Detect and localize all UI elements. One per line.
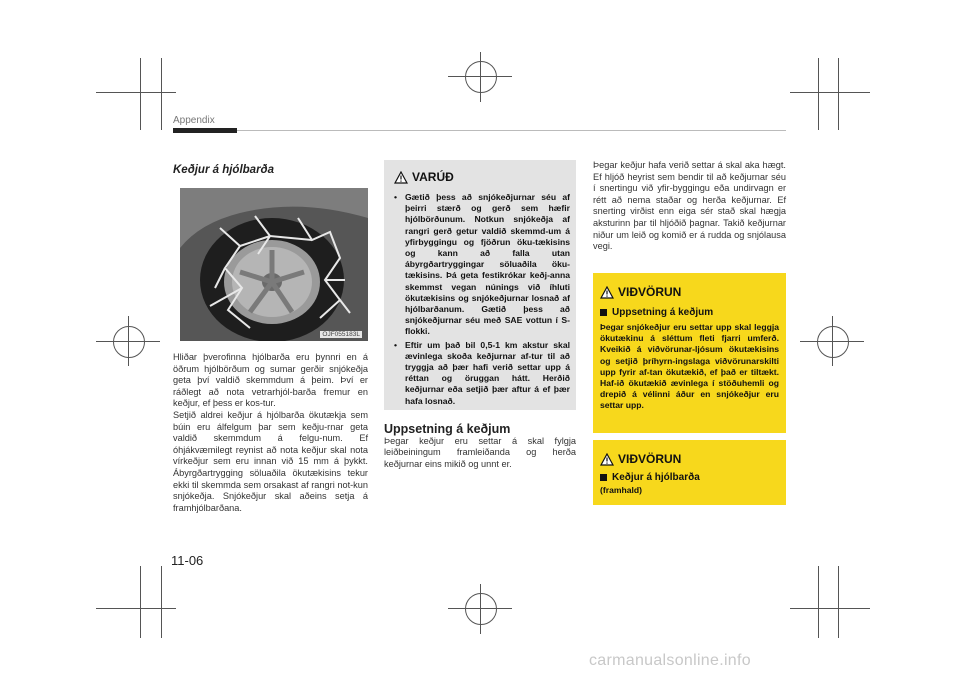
square-bullet-icon [600,309,607,316]
section-header: Appendix [173,115,215,126]
crop-mark [790,92,870,93]
watermark: carmanualsonline.info [589,652,751,669]
left-column [173,165,368,177]
crop-mark [96,608,176,609]
crop-mark [161,566,162,638]
caution-subtitle-row [600,472,779,483]
warning-box [384,160,576,410]
caution-subtitle: Keðjur á hjólbarða [612,472,700,483]
crop-mark [161,58,162,130]
warning-triangle-icon [600,286,614,299]
bullet-icon: • [394,192,398,202]
caution-title-row [600,285,779,299]
registration-circle [465,61,497,93]
tire-chain-photo [180,188,368,341]
warning-text: Gætið þess að snjókeðjurnar séu af þeirri stærð og gerð sem hæfir hjólbörðunum. Notkun snjókeðja af rangri gerð getur valdið skemmd-um á yfirbyggingu og fjöðrun öku-tækisins og kann að falla utan ábyrgðartryggingar söluaðila öku-tækisins. Þá geta festikrókar keðj-anna skemmst vegan núnings við íhluti ökutækisins og snjókeðjurnar losnað af hjólbarðanum. Gætið þess að snjókeðjurnar séu með SAE vottun í S-flokki. [405,192,570,337]
registration-circle [817,326,849,358]
crop-mark [838,566,839,638]
middle-body [384,424,576,470]
tire-chain-illustration [180,188,368,341]
list-item [394,192,570,338]
crop-mark [790,608,870,609]
paragraph: Þegar keðjur hafa verið settar á skal aka hægt. Ef hljóð heyrist sem bendir til að keðjurnar séu í snertingu við yfir-byggingu eða undirvagn er rétt að nema staðar og herða keðjurnar. Ef snerting virðist enn eiga sér stað skal hægja aksturinn þar til hljóðið þagnar. Takið keðjurnar niður um leið og komið er á rudda og snjólausa vegi. [593,160,786,252]
continued-note: (framhald) [600,485,643,495]
caution-text: Þegar snjókeðjur eru settar upp skal leggja ökutækinu á sléttum fleti fjarri umferð. Kveikið á viðvörunar-ljósum ökutækisins og setjið þríhyrn-ingslaga viðvörunarskilti upp fyrir af-tan ökutækið, ef það er tiltækt. Haf-ið ökutækið ævinlega í stöðuhemli og drepið á vélinni áður en snjókeðjur eru settar upp. [600,322,779,411]
subsection-title: Uppsetning á keðjum [384,422,511,436]
bullet-icon: • [394,339,398,350]
caution-box [593,273,786,433]
crop-mark [140,58,141,130]
paragraph: Þegar keðjur eru settar á skal fylgja leiðbeiningum framleiðanda og herða keðjurnar eins mikið og unnt er. [384,435,576,469]
crop-mark [838,58,839,130]
warning-triangle-icon [600,453,614,466]
image-code: OJF055183L [322,331,360,338]
right-body [593,160,786,253]
paragraph: Setjið aldrei keðjur á hjólbarða ökutækja sem búin eru álfelgum þar sem keðju-rnar geta valdið skemmdum á felgu-num. Ef óhjákvæmilegt reynist að nota keðjur skal nota vírkeðjur sem eru innan við 15 mm á þykkt. Ábyrgðartrygging söluaðila ökutækisins tekur ekki til skemmda sem orsakast af rangri not-kun snjókeðja. Snjókeðjur skal aðeins setja á framhjólbarðana. [173,409,368,513]
square-bullet-icon [600,474,607,481]
list-item [394,340,570,407]
left-body [173,352,368,514]
crop-mark [818,566,819,638]
registration-circle [113,326,145,358]
paragraph: Hliðar þverofinna hjólbarða eru þynnri en á öðrum hjólbörðum og sumar gerðir snjókeðja geta því valdið skemmdum á þeim. Því er ráðlegt að nota vetrarhjól-barða fremur en keðjur, ef þess er kos-tur. [173,352,368,409]
caution-subtitle-row [600,307,779,318]
warning-list [394,192,570,407]
registration-circle [465,593,497,625]
caution-title-row [600,452,779,466]
crop-mark [96,92,176,93]
header-rule [237,130,786,131]
page-number: 11-06 [171,553,204,568]
warning-title-row [394,170,570,184]
warning-title: VARÚÐ [412,170,454,184]
caution-subtitle: Uppsetning á keðjum [612,307,714,318]
crop-mark [818,58,819,130]
caution-title: VIÐVÖRUN [618,452,682,466]
caution-title: VIÐVÖRUN [618,285,682,299]
section-title: Keðjur á hjólbarða [173,164,274,176]
warning-text: Eftir um það bil 0,5-1 km akstur skal ævinlega skoða keðjurnar af-tur til að tryggja að þær hafi verið settar upp á réttan og öruggan hátt. Herðið keðjurnar eða setjið þær aftur á ef þær hafa losnað. [405,339,570,406]
caution-box [593,440,786,505]
warning-triangle-icon [394,171,408,184]
header-bar [173,128,237,133]
crop-mark [140,566,141,638]
